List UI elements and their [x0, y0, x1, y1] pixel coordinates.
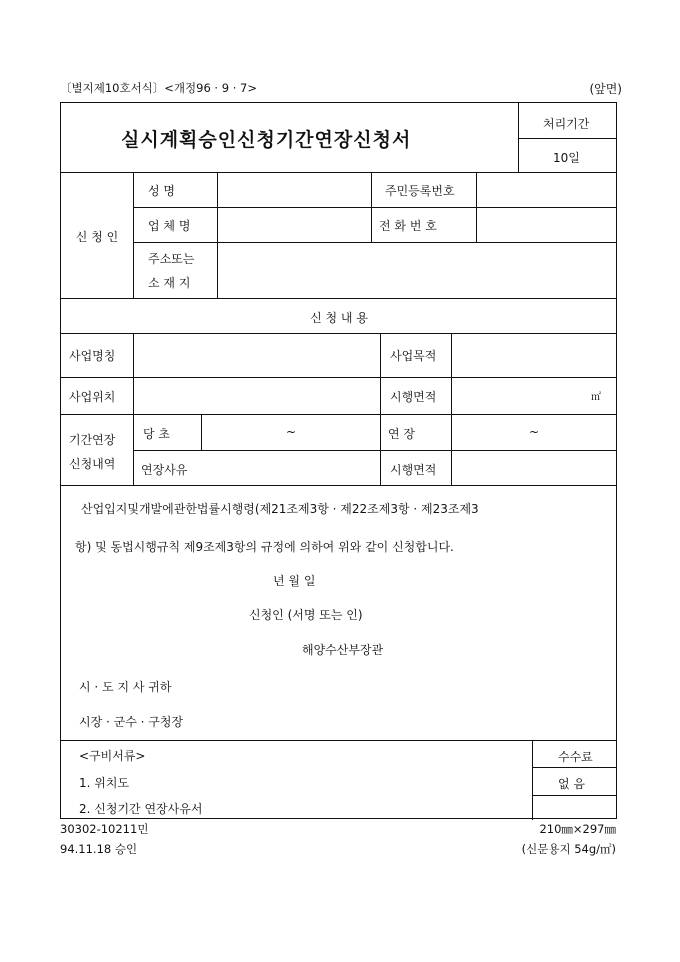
- processing-period-label: 처리기간: [543, 117, 590, 131]
- approval-date: 94.11.18 승인: [60, 842, 138, 856]
- rule: [61, 298, 617, 299]
- addressee-line1: 시 · 도 지 사 귀하: [79, 680, 172, 694]
- business-purpose-label: 사업목적: [390, 349, 437, 363]
- original-period-label: 당 초: [143, 427, 170, 441]
- rule: [61, 172, 617, 173]
- form-code: 30302-10211민: [60, 822, 149, 836]
- page-side-label: (앞면): [589, 82, 622, 96]
- application-content-heading: 신 청 내 용: [310, 311, 368, 325]
- rule: [518, 103, 519, 172]
- rule: [61, 333, 617, 334]
- rule: [532, 740, 533, 820]
- statement-line1: 산업입지및개발에관한법률시행령(제21조제3항 · 제22조제3항 · 제23조제3: [81, 502, 479, 516]
- address-label-line2: 소 재 지: [148, 276, 191, 290]
- rule: [61, 485, 617, 486]
- rule: [133, 242, 617, 243]
- fee-value: 없 음: [558, 777, 585, 791]
- rule: [201, 414, 202, 450]
- application-form: [60, 102, 617, 819]
- form-title: 실시계획승인신청기간연장신청서: [121, 129, 412, 151]
- rule: [61, 740, 617, 741]
- rule: [380, 333, 381, 485]
- extension-label-line2: 신청내역: [69, 457, 116, 471]
- rule: [217, 172, 218, 298]
- form-number: 〔별지제10호서식〕<개정96 · 9 · 7>: [60, 81, 257, 95]
- required-document-2: 2. 신청기간 연장사유서: [79, 802, 203, 816]
- resident-number-label: 주민등록번호: [385, 184, 455, 198]
- extension-reason-label: 연장사유: [141, 463, 188, 477]
- rule: [133, 172, 134, 298]
- fee-label: 수수료: [558, 750, 593, 764]
- processing-period-value: 10일: [553, 151, 580, 165]
- rule: [371, 172, 372, 242]
- original-period-tilde: ~: [286, 425, 297, 439]
- rule: [133, 450, 617, 451]
- paper-type: (신문용지 54g/㎡): [521, 842, 616, 856]
- statement-line2: 항) 및 동법시행규칙 제9조제3항의 규정에 의하여 위와 같이 신청합니다.: [75, 540, 454, 554]
- address-label-line1: 주소또는: [148, 252, 195, 266]
- required-document-1: 1. 위치도: [79, 776, 130, 790]
- addressee-line2: 시장 · 군수 · 구청장: [79, 715, 184, 729]
- implementation-area-label: 시행면적: [390, 390, 437, 404]
- rule: [518, 138, 617, 139]
- paper-size: 210㎜×297㎜: [539, 822, 616, 836]
- rule: [133, 333, 134, 485]
- company-name-label: 업 체 명: [148, 219, 191, 233]
- phone-number-label: 전 화 번 호: [379, 219, 437, 233]
- rule: [532, 795, 617, 796]
- applicant-signature: 신청인 (서명 또는 인): [249, 608, 363, 622]
- minister-title: 해양수산부장관: [302, 643, 384, 657]
- rule: [61, 414, 617, 415]
- business-location-label: 사업위치: [69, 390, 116, 404]
- rule: [476, 172, 477, 242]
- applicant-section-label: 신 청 인: [75, 230, 119, 244]
- required-documents-heading: <구비서류>: [79, 749, 146, 763]
- name-label: 성 명: [148, 184, 175, 198]
- extended-period-label: 연 장: [388, 427, 415, 441]
- extension-label-line1: 기간연장: [69, 433, 116, 447]
- rule: [61, 377, 617, 378]
- business-name-label: 사업명칭: [69, 349, 116, 363]
- rule: [133, 207, 617, 208]
- extended-period-tilde: ~: [529, 425, 540, 439]
- rule: [451, 333, 452, 485]
- application-date: 년 월 일: [273, 574, 316, 588]
- square-meter-unit: ㎡: [591, 392, 601, 403]
- rule: [532, 767, 617, 768]
- extension-area-label: 시행면적: [390, 463, 437, 477]
